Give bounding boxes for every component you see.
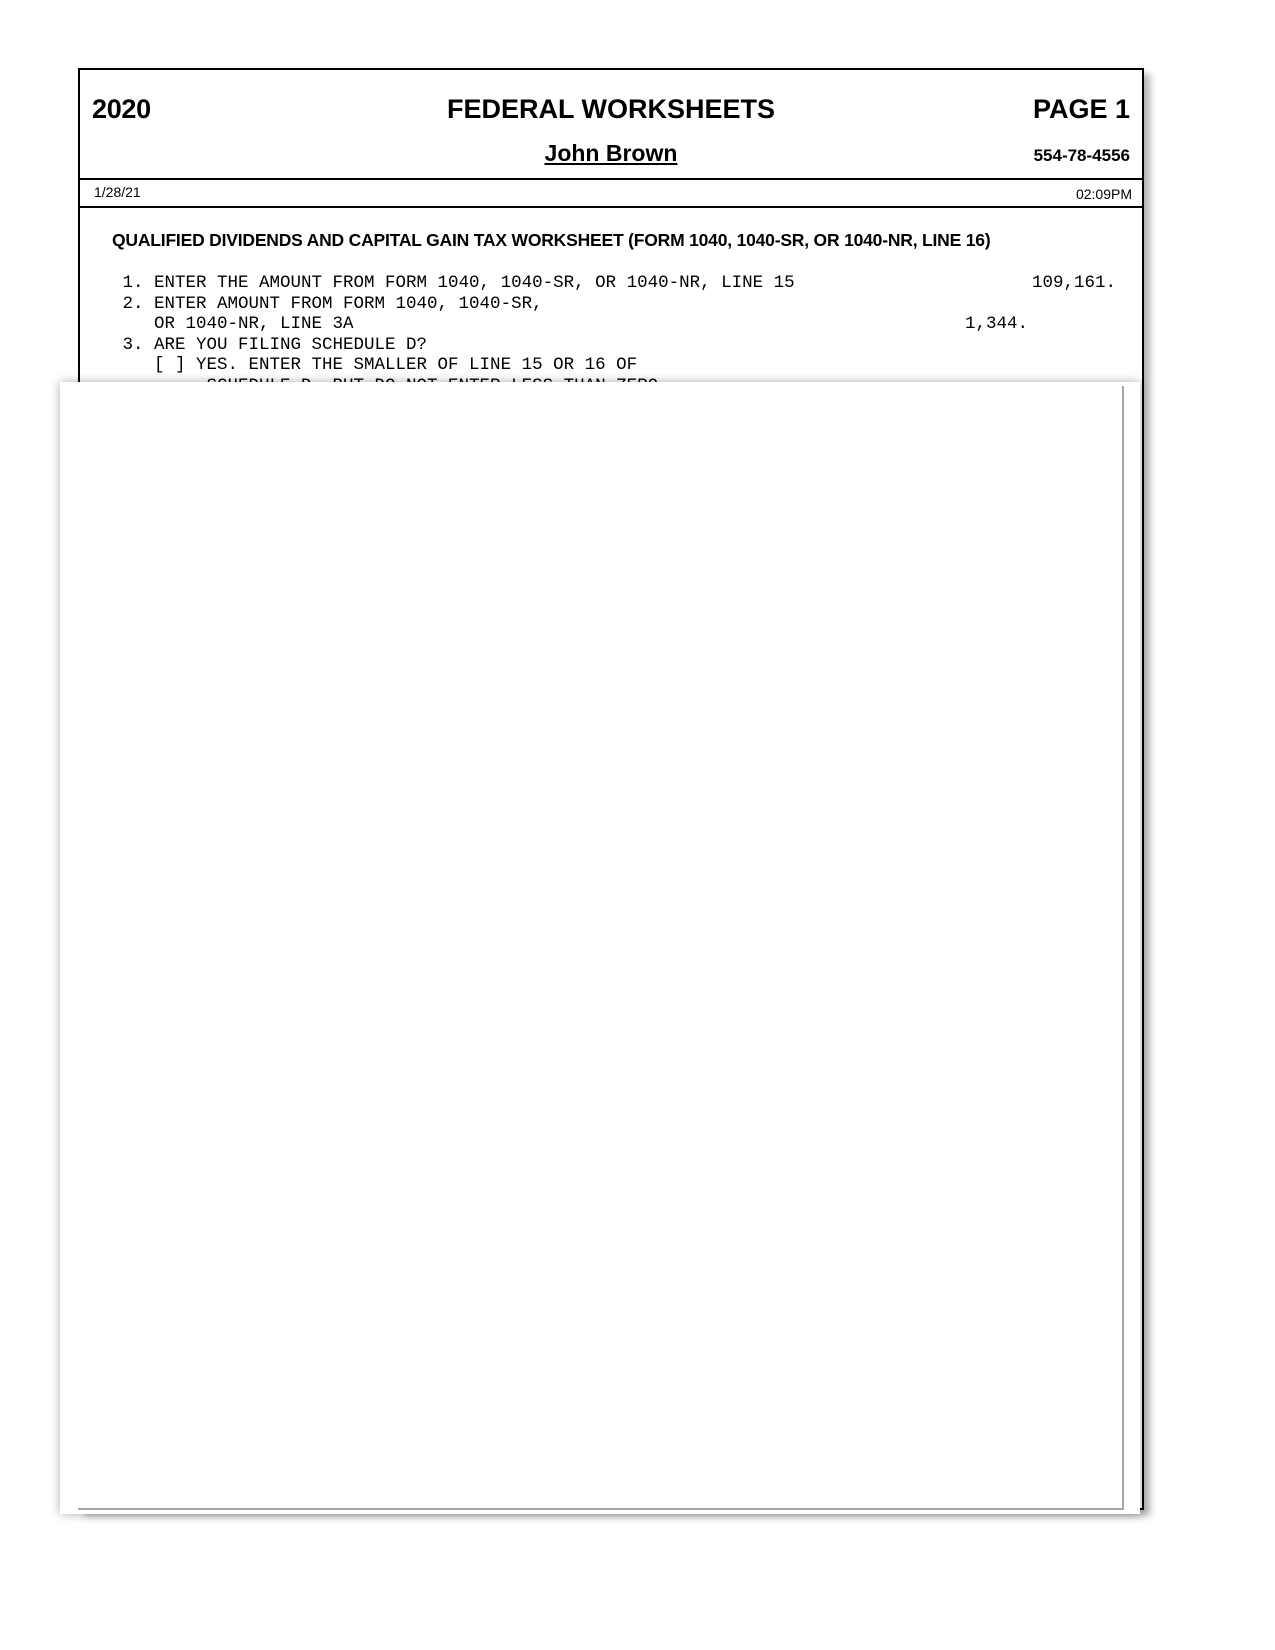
- tax-year: 2020: [92, 94, 151, 124]
- worksheet-line-text: OR 1040-NR, LINE 3A: [112, 314, 354, 334]
- worksheet-title: QUALIFIED DIVIDENDS AND CAPITAL GAIN TAX WORKSHEET (FORM 1040, 1040-SR, OR 1040-NR, LINE 16): [112, 230, 991, 250]
- page-header: [80, 70, 1142, 180]
- worksheet-line: [112, 355, 1120, 376]
- print-time: 02:09PM: [1075, 186, 1132, 202]
- worksheet-line: [112, 335, 1120, 356]
- worksheet-line: [112, 294, 1120, 315]
- print-date: 1/28/21: [94, 184, 141, 200]
- page-number: PAGE 1: [1032, 94, 1130, 124]
- worksheet-line: [112, 273, 1120, 294]
- print-datebar: [80, 180, 1142, 208]
- taxpayer-name: John Brown: [544, 140, 678, 166]
- worksheet-line: [112, 314, 1120, 335]
- worksheet-line-text: 2. ENTER AMOUNT FROM FORM 1040, 1040-SR,: [112, 293, 543, 314]
- worksheet-line-text: [ ] YES. ENTER THE SMALLER OF LINE 15 OR 16 OF: [112, 355, 638, 375]
- page-shadow-sheet: [60, 382, 1140, 1514]
- worksheet-line-amount-right: 109,161.: [1031, 273, 1116, 293]
- worksheet-line-amount-left: 1,344.: [964, 314, 1028, 334]
- taxpayer-ssn: 554-78-4556: [1033, 146, 1130, 165]
- page-title: FEDERAL WORKSHEETS: [446, 94, 776, 124]
- page-shadow-inner: [78, 386, 1124, 1510]
- worksheet-line-text: 3. ARE YOU FILING SCHEDULE D?: [112, 334, 428, 355]
- worksheet-line-text: 1. ENTER THE AMOUNT FROM FORM 1040, 1040-SR, OR 1040-NR, LINE 15: [112, 273, 795, 293]
